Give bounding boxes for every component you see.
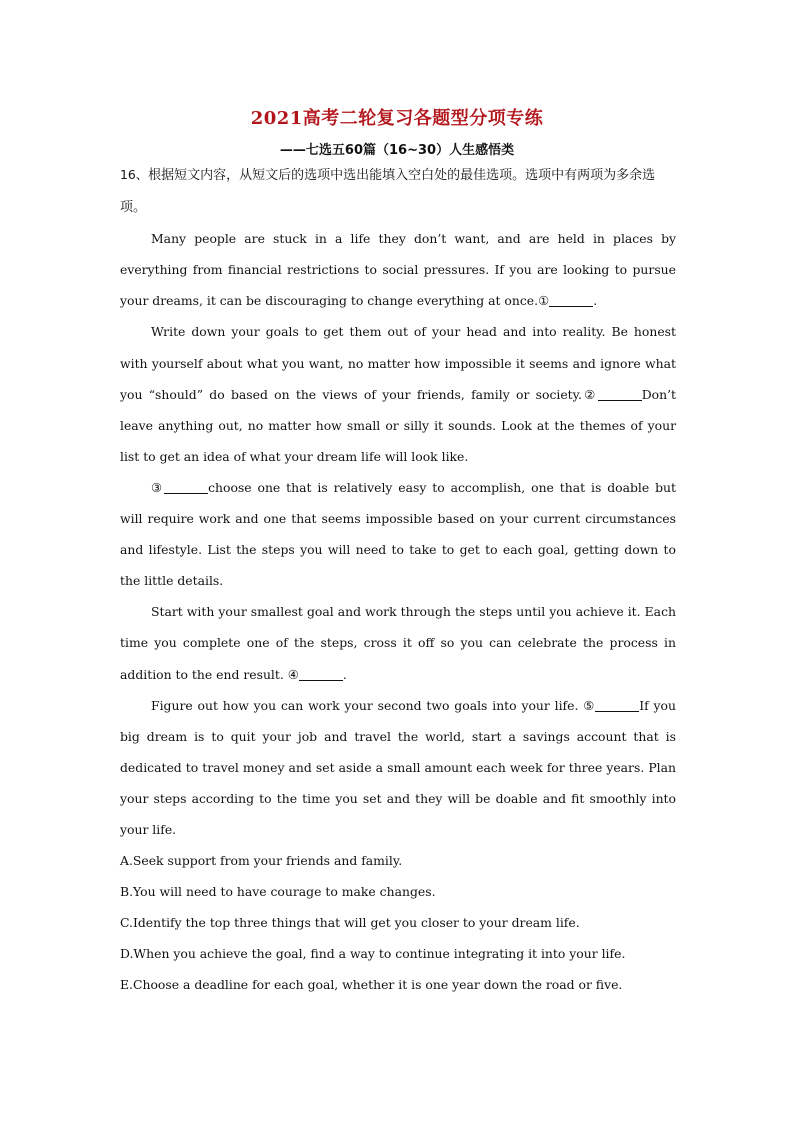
blank-marker: ⑤ <box>583 697 596 713</box>
blank-marker: ① <box>538 293 550 309</box>
paragraph-text: If you big dream is to quit your job and travel the world, start a savings account that is dedicated to travel money and set aside a small amount each week for three years. Plan your steps according to the time you set and they will be doable and fit smoothly into your life. <box>120 697 676 837</box>
document-title: 2021高考二轮复习各题型分项专练 <box>250 108 544 129</box>
option-item: E.Choose a deadline for each goal, whether it is one year down the road or five. <box>120 977 623 993</box>
passage-paragraph <box>120 223 676 316</box>
question-instruction-text: 根据短文内容，从短文后的选项中选出能填入空白处的最佳选项。选项中有两项为多余选项。 <box>120 168 656 216</box>
answer-blank[interactable] <box>595 697 639 712</box>
paragraph-text: Don’t leave anything out, no matter how small or silly it sounds. Look at the themes of your list to get an idea of what your dream life will look like. <box>120 386 676 464</box>
option-item: A.Seek support from your friends and family. <box>120 853 403 869</box>
paragraph-text: choose one that is relatively easy to accomplish, one that is doable but will require work and one that seems impossible based on your current circumstances and lifestyle. List the steps you will need to take to get to each goal, getting down to the little details. <box>120 479 676 589</box>
passage-paragraph <box>120 316 676 471</box>
passage-paragraph <box>120 472 676 596</box>
answer-blank[interactable] <box>598 386 642 401</box>
option-item: C.Identify the top three things that will get you closer to your dream life. <box>120 915 580 931</box>
paragraph-text: Write down your goals to get them out of your head and into reality. Be honest with yourself about what you want, no matter how impossible it seems and ignore what you “should” do based on the views of your friends, family or society. <box>120 324 676 402</box>
answer-blank[interactable] <box>549 292 593 307</box>
document-body <box>120 159 676 1001</box>
option-item: D.When you achieve the goal, find a way to continue integrating it into your life. <box>120 946 626 962</box>
paragraph-text: . <box>342 666 347 682</box>
passage <box>120 223 676 845</box>
blank-marker: ③ <box>151 479 165 495</box>
passage-paragraph <box>120 690 676 845</box>
option-item: B.You will need to have courage to make changes. <box>120 884 436 900</box>
answer-blank[interactable] <box>164 479 208 494</box>
question-number: 16、 <box>120 167 149 182</box>
paragraph-text: Figure out how you can work your second two goals into your life. <box>151 697 584 713</box>
passage-paragraph <box>120 596 676 689</box>
option-list <box>120 845 676 1000</box>
paragraph-text: Many people are stuck in a life they don’t want, and are held in places by everything from financial restrictions to social pressures. If you are looking to pursue your dreams, it can be discouraging to change everything at once. <box>120 231 676 309</box>
paragraph-text: Start with your smallest goal and work through the steps until you achieve it. Each time you complete one of the steps, cross it off so you can celebrate the process in addition to the end result. <box>120 604 676 682</box>
answer-blank[interactable] <box>299 666 343 681</box>
blank-marker: ② <box>581 386 598 402</box>
document-subtitle: ——七选五60篇（16~30）人生感悟类 <box>279 143 515 158</box>
paragraph-text: . <box>593 293 598 309</box>
question-instruction <box>120 159 676 223</box>
blank-marker: ④ <box>287 666 299 682</box>
